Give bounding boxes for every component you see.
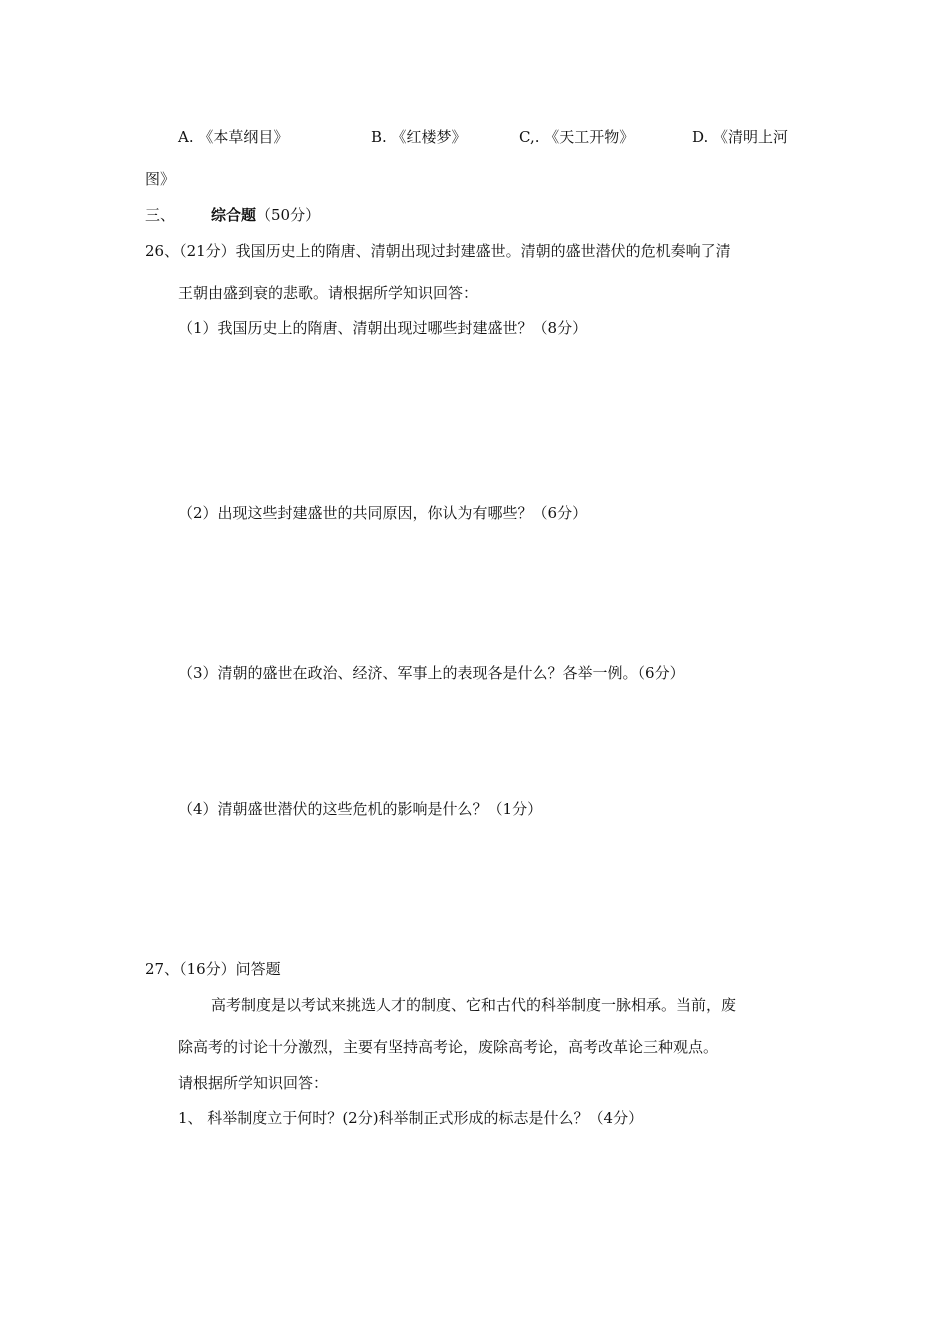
option-c: C,. 《天工开物》	[519, 128, 635, 146]
q26-stem-line1: 26、（21分）我国历史上的隋唐、清朝出现过封建盛世。清朝的盛世潜伏的危机奏响了清	[145, 242, 731, 260]
section-number: 三、	[145, 206, 176, 224]
section-score: （50分）	[256, 206, 321, 224]
q27-header: 27、（16分）问答题	[145, 960, 281, 978]
option-a: A. 《本草纲目》	[178, 128, 289, 146]
q26-sub1: （1）我国历史上的隋唐、清朝出现过哪些封建盛世？（8分）	[178, 319, 588, 337]
q27-paragraph-line2: 除高考的讨论十分激烈，主要有坚持高考论，废除高考论，高考改革论三种观点。	[178, 1038, 719, 1056]
q26-sub3: （3）清朝的盛世在政治、经济、军事上的表现各是什么？各举一例。（6分）	[178, 664, 685, 682]
section-title: 综合题	[211, 206, 257, 224]
section-heading	[211, 205, 320, 225]
q26-sub2: （2）出现这些封建盛世的共同原因，你认为有哪些？（6分）	[178, 504, 588, 522]
option-d-continuation: 图》	[145, 170, 176, 188]
option-d: D. 《清明上河	[692, 128, 789, 146]
q26-sub4: （4）清朝盛世潜伏的这些危机的影响是什么？（1分）	[178, 800, 543, 818]
q27-paragraph-line1: 高考制度是以考试来挑选人才的制度、它和古代的科举制度一脉相承。当前，废	[211, 996, 737, 1014]
option-b: B. 《红楼梦》	[371, 128, 467, 146]
q27-sub1: 1、 科举制度立于何时？(2分)科举制正式形成的标志是什么？（4分）	[178, 1109, 644, 1127]
q26-stem-line2: 王朝由盛到衰的悲歌。请根据所学知识回答：	[178, 284, 479, 302]
q27-prompt: 请根据所学知识回答：	[178, 1074, 329, 1092]
